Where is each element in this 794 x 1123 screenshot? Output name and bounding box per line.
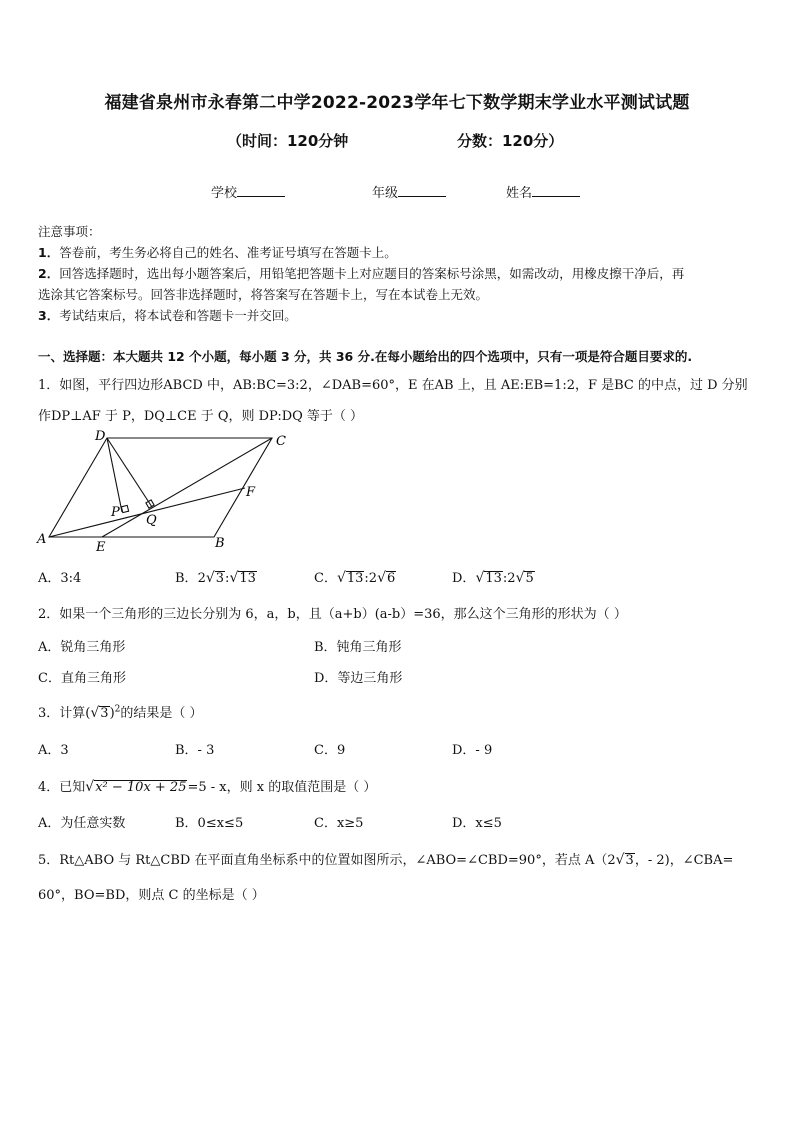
q5-line1: 5．Rt△ABO 与 Rt△CBD 在平面直角坐标系中的位置如图所示，∠ABO=∠CBD=90°，若点 A（2√3，- 2)，∠CBA= — [38, 852, 734, 868]
label-B: B — [215, 536, 225, 551]
grade-blank[interactable] — [398, 184, 446, 197]
grade-field[interactable] — [372, 182, 446, 201]
label-C: C — [276, 434, 286, 449]
q3-stem: 3．计算$(√3)^2$的结果是（ ） — [38, 704, 203, 721]
label-D: D — [95, 429, 106, 444]
q1-figure — [34, 428, 304, 556]
q3-option-d[interactable]: D．- 9 — [452, 743, 493, 758]
q3-option-a[interactable]: A．3 — [38, 743, 69, 758]
label-E: E — [96, 540, 106, 555]
q4-option-a[interactable]: A．为任意实数 — [38, 816, 126, 831]
q3-option-c[interactable]: C．9 — [314, 743, 346, 758]
q2-option-a[interactable]: A．锐角三角形 — [38, 640, 126, 655]
q4-option-d[interactable]: D．x≤5 — [452, 816, 502, 831]
notice-item: 2．回答选择题时，选出每小题答案后，用铅笔把答题卡上对应题目的答案标号涂黑，如需改动，用橡皮擦干净后，再 — [38, 266, 685, 281]
name-field[interactable] — [506, 182, 580, 201]
q5-line2: 60°，BO=BD，则点 C 的坐标是（ ） — [38, 888, 265, 903]
q1-option-c[interactable]: C．√13:2√6 — [314, 570, 396, 586]
grade-label: 年级 — [372, 186, 399, 201]
q1-line1: 1．如图，平行四边形ABCD 中，AB:BC=3:2，∠DAB=60°，E 在AB 上，且 AE:EB=1:2，F 是BC 的中点，过 D 分别 — [38, 378, 748, 393]
score-label: 分数：120分） — [457, 132, 564, 150]
q2-option-c[interactable]: C．直角三角形 — [38, 671, 126, 686]
notice-item: 3．考试结束后，将本试卷和答题卡一并交回。 — [38, 308, 297, 323]
school-field[interactable] — [211, 182, 285, 201]
q2-option-b[interactable]: B．钝角三角形 — [314, 640, 402, 655]
q2-option-d[interactable]: D．等边三角形 — [314, 671, 403, 686]
section-heading: 一、选择题：本大题共 12 个小题，每小题 3 分，共 36 分.在每小题给出的四个选项中，只有一项是符合题目要求的. — [38, 349, 693, 364]
notice-block — [38, 221, 684, 326]
notice-heading: 注意事项： — [38, 224, 101, 239]
q1-line2: 作DP⊥AF 于 P，DQ⊥CE 于 Q，则 DP:DQ 等于（ ） — [38, 409, 364, 424]
q2-stem: 2．如果一个三角形的三边长分别为 6，a，b，且（a+b）(a-b）=36，那么这个三角形的形状为（ ） — [38, 607, 627, 622]
name-blank[interactable] — [532, 184, 580, 197]
label-F: F — [246, 485, 256, 500]
q4-stem: 4．已知√x² − 10x + 25=5 - x，则 x 的取值范围是（ ） — [38, 779, 377, 795]
school-label: 学校 — [211, 186, 238, 201]
notice-item: 选涂其它答案标号。回答非选择题时，将答案写在答题卡上，写在本试卷上无效。 — [38, 287, 489, 302]
q1-option-d[interactable]: D．√13:2√5 — [452, 570, 534, 586]
label-A: A — [37, 532, 47, 547]
q1-option-b[interactable]: B．2√3:√13 — [175, 570, 256, 586]
q3-option-b[interactable]: B．- 3 — [175, 743, 215, 758]
notice-item: 1．答卷前，考生务必将自己的姓名、准考证号填写在答题卡上。 — [38, 245, 397, 260]
exam-title: 福建省泉州市永春第二中学2022-2023学年七下数学期末学业水平测试试题 — [104, 93, 690, 113]
q4-option-c[interactable]: C．x≥5 — [314, 816, 364, 831]
q1-option-a[interactable]: A．3:4 — [38, 571, 82, 586]
label-P: P — [111, 505, 120, 520]
label-Q: Q — [146, 513, 157, 528]
name-label: 姓名 — [506, 186, 533, 201]
time-label: （时间：120分钟 — [227, 132, 349, 150]
school-blank[interactable] — [237, 184, 285, 197]
q4-option-b[interactable]: B．0≤x≤5 — [175, 816, 244, 831]
